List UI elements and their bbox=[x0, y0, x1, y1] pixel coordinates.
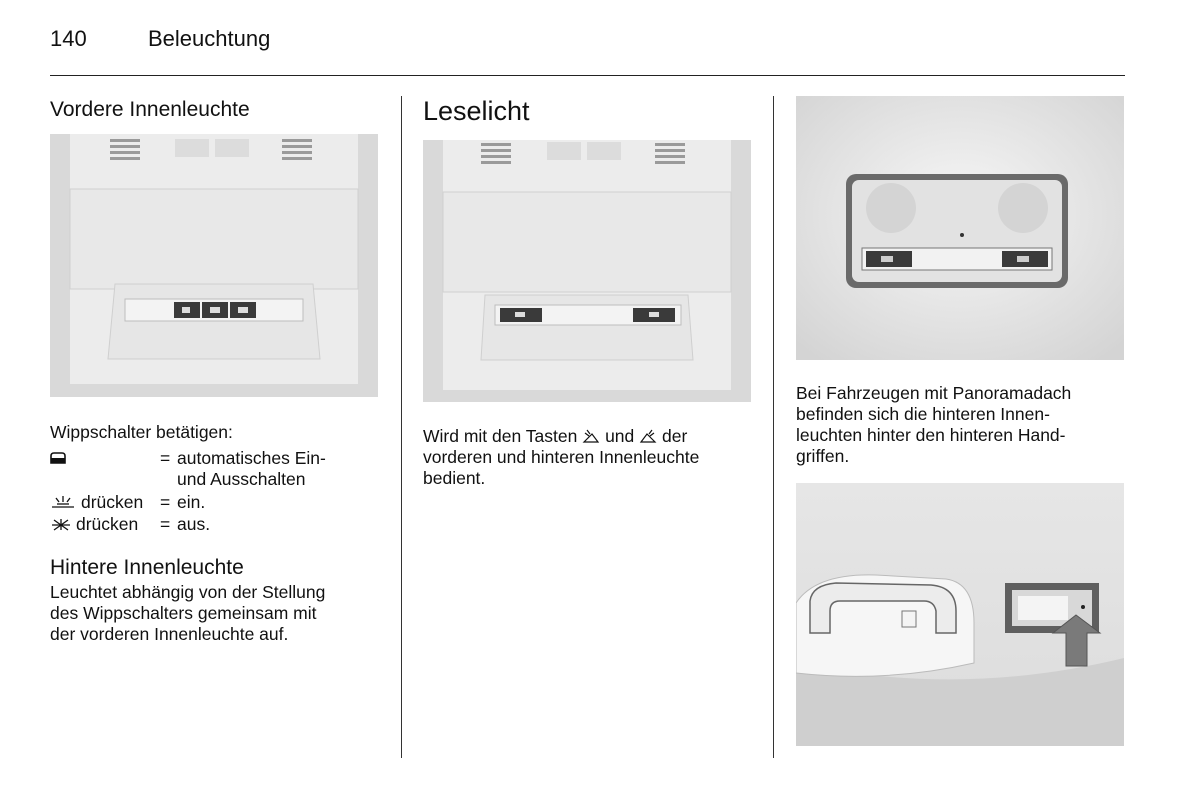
definition-row-off bbox=[50, 514, 380, 535]
heading-front-interior-light: Vordere Innenleuchte bbox=[50, 98, 250, 121]
reading-light-front-icon bbox=[582, 428, 600, 444]
rear-text-line-3: der vorderen Innenleuchte auf. bbox=[50, 624, 289, 644]
reading-light-text-line-2: vorderen und hinteren Innenleuchte bbox=[423, 447, 700, 467]
definition-row-on bbox=[50, 492, 380, 513]
heading-rear-interior-light: Hintere Innenleuchte bbox=[50, 556, 244, 579]
reading-light-rear-icon bbox=[639, 428, 657, 444]
reading-light-text-line-3: bedient. bbox=[423, 468, 486, 488]
definition-desc: ein. bbox=[177, 492, 206, 512]
figure-reading-light bbox=[423, 140, 751, 402]
light-on-icon bbox=[50, 495, 76, 509]
instruction-text: Wippschalter betätigen: bbox=[50, 422, 233, 442]
text-fragment: Wird mit den Tasten bbox=[423, 426, 578, 446]
definition-sep: = bbox=[160, 514, 171, 534]
definition-desc-cont: und Ausschalten bbox=[177, 469, 306, 489]
reading-light-text-line-1 bbox=[423, 426, 687, 447]
panorama-text-line-3: leuchten hinter den hinteren Hand- bbox=[796, 425, 1066, 445]
panorama-text-line-4: griffen. bbox=[796, 446, 850, 466]
text-fragment: und bbox=[605, 426, 635, 446]
panorama-text-line-2: befinden sich die hinteren Innen- bbox=[796, 404, 1050, 424]
column-divider-1 bbox=[401, 96, 402, 758]
heading-reading-light: Leselicht bbox=[423, 96, 530, 126]
definition-term: drücken bbox=[76, 514, 139, 534]
figure-front-interior-light bbox=[50, 134, 378, 397]
page-title: Beleuchtung bbox=[148, 26, 271, 51]
light-off-icon bbox=[50, 518, 72, 531]
definition-row-auto bbox=[50, 448, 380, 490]
definition-desc: automatisches Ein- bbox=[177, 448, 326, 468]
definition-desc: aus. bbox=[177, 514, 211, 534]
page-number: 140 bbox=[50, 26, 87, 51]
panorama-text-line-1: Bei Fahrzeugen mit Panoramadach bbox=[796, 383, 1072, 403]
figure-rear-light-panorama bbox=[796, 96, 1124, 360]
rear-text-line-2: des Wippschalters gemeinsam mit bbox=[50, 603, 317, 623]
text-fragment: der bbox=[662, 426, 688, 446]
column-divider-2 bbox=[773, 96, 774, 758]
definition-sep: = bbox=[160, 492, 171, 512]
header-rule bbox=[50, 75, 1125, 76]
definition-term: drücken bbox=[81, 492, 144, 512]
figure-rear-light-handle bbox=[796, 483, 1124, 746]
rear-text-line-1: Leuchtet abhängig von der Stellung bbox=[50, 582, 326, 602]
definition-sep: = bbox=[160, 448, 171, 468]
door-symbol-icon bbox=[50, 452, 66, 464]
